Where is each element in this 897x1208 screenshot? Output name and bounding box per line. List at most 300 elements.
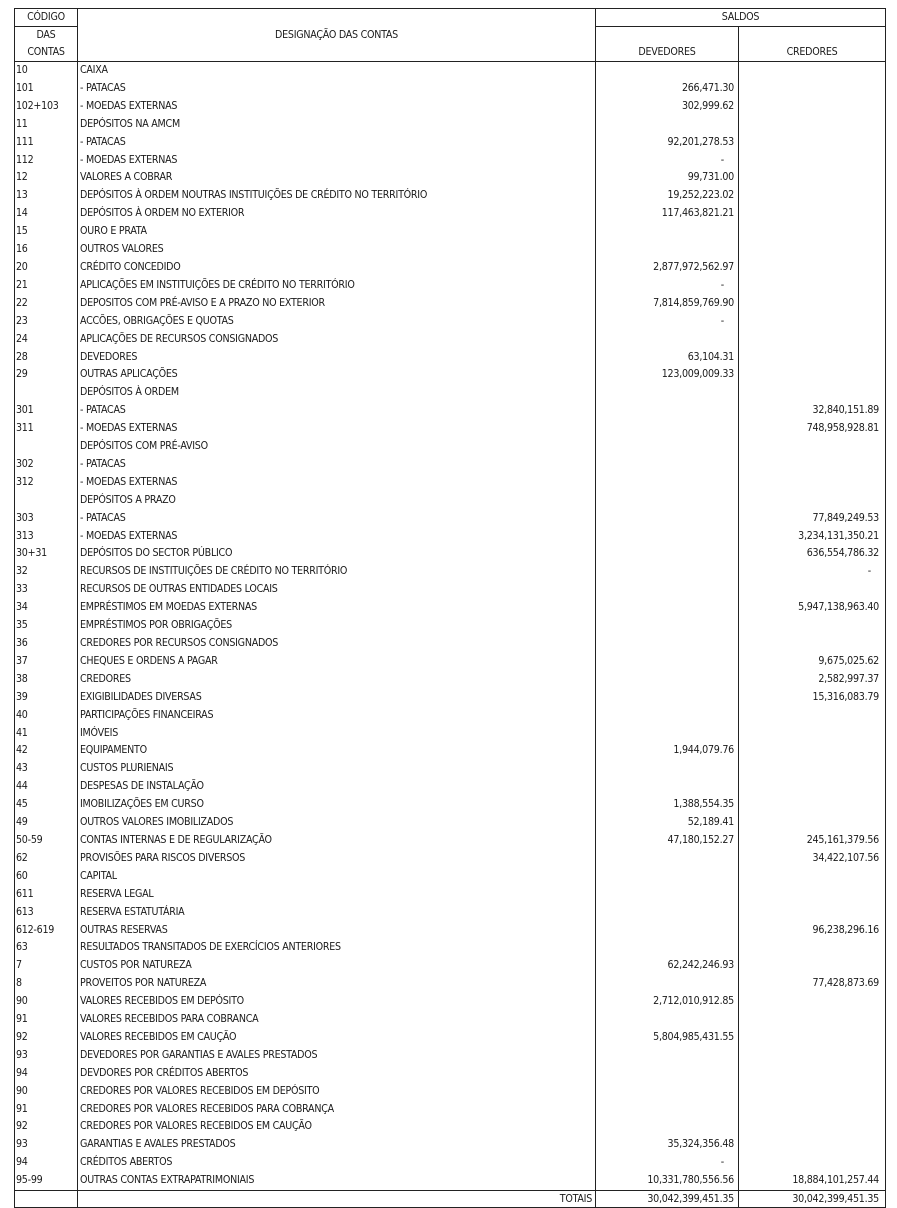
account-code: 94 [15,1065,78,1083]
table-row [15,742,886,760]
account-code: 29 [15,366,78,384]
credit-balance [739,707,886,725]
debit-balance [596,116,739,134]
account-code: 12 [15,169,78,187]
debit-balance: 2,712,010,912.85 [596,993,739,1011]
header-saldos: SALDOS [596,9,886,27]
account-code: 91 [15,1011,78,1029]
account-code: 92 [15,1029,78,1047]
account-designation: DEPOSITOS COM PRÉ-AVISO E A PRAZO NO EXTERIOR [78,295,596,313]
debit-balance: - [596,152,739,170]
table-row [15,384,886,402]
account-designation: CREDORES POR VALORES RECEBIDOS EM DEPÓSITO [78,1083,596,1101]
account-designation: RESULTADOS TRANSITADOS DE EXERCÍCIOS ANTERIORES [78,939,596,957]
account-code: 92 [15,1118,78,1136]
account-designation: OUTRAS APLICAÇÕES [78,366,596,384]
account-designation: CUSTOS PLURIENAIS [78,760,596,778]
debit-balance [596,402,739,420]
account-designation: RECURSOS DE INSTITUIÇÕES DE CRÉDITO NO TERRITÓRIO [78,563,596,581]
account-code: 32 [15,563,78,581]
table-row [15,886,886,904]
table-row [15,223,886,241]
credit-balance [739,742,886,760]
credit-balance [739,98,886,116]
debit-balance [596,975,739,993]
debit-balance: 5,804,985,431.55 [596,1029,739,1047]
account-designation: DEPÓSITOS A PRAZO [78,492,596,510]
account-code: 612-619 [15,922,78,940]
account-code: 38 [15,671,78,689]
debit-balance [596,850,739,868]
table-row [15,939,886,957]
account-designation: - MOEDAS EXTERNAS [78,152,596,170]
debit-balance: - [596,1154,739,1172]
table-row [15,653,886,671]
account-designation: CONTAS INTERNAS E DE REGULARIZAÇÃO [78,832,596,850]
debit-balance [596,223,739,241]
account-code: 313 [15,528,78,546]
account-designation: VALORES RECEBIDOS PARA COBRANCA [78,1011,596,1029]
debit-balance: 266,471.30 [596,80,739,98]
account-designation: DEPÓSITOS À ORDEM NOUTRAS INSTITUIÇÕES DE CRÉDITO NO TERRITÓRIO [78,187,596,205]
account-code: 60 [15,868,78,886]
account-code: 8 [15,975,78,993]
account-code: 102+103 [15,98,78,116]
header-code-line-3: CONTAS [15,44,78,62]
totals-credit: 30,042,399,451.35 [739,1191,886,1208]
account-designation: VALORES RECEBIDOS EM DEPÓSITO [78,993,596,1011]
debit-balance [596,599,739,617]
account-code: 13 [15,187,78,205]
table-row [15,366,886,384]
debit-balance: 117,463,821.21 [596,205,739,223]
account-designation: CREDORES [78,671,596,689]
debit-balance [596,689,739,707]
account-designation: IMOBILIZAÇÕES EM CURSO [78,796,596,814]
account-designation: CREDORES POR RECURSOS CONSIGNADOS [78,635,596,653]
credit-balance [739,62,886,80]
credit-balance [739,187,886,205]
table-row [15,1029,886,1047]
account-code: 36 [15,635,78,653]
table-row [15,259,886,277]
table-row [15,510,886,528]
account-designation: CHEQUES E ORDENS A PAGAR [78,653,596,671]
account-designation: - PATACAS [78,510,596,528]
account-code: 35 [15,617,78,635]
debit-balance: 92,201,278.53 [596,134,739,152]
table-row [15,98,886,116]
credit-balance [739,384,886,402]
credit-balance [739,349,886,367]
table-row [15,778,886,796]
account-designation: - MOEDAS EXTERNAS [78,474,596,492]
table-row [15,581,886,599]
account-code: 93 [15,1047,78,1065]
account-designation: IMÓVEIS [78,725,596,743]
account-code: 95-99 [15,1172,78,1190]
account-designation: RESERVA LEGAL [78,886,596,904]
account-designation: EQUIPAMENTO [78,742,596,760]
account-designation: DEPÓSITOS À ORDEM NO EXTERIOR [78,205,596,223]
account-code: 16 [15,241,78,259]
credit-balance [739,313,886,331]
account-designation: OUTRAS CONTAS EXTRAPATRIMONIAIS [78,1172,596,1190]
debit-balance [596,1101,739,1119]
debit-balance: 19,252,223.02 [596,187,739,205]
header-credores: CREDORES [739,27,886,62]
table-row [15,116,886,134]
table-row [15,904,886,922]
table-row [15,134,886,152]
table-header [15,9,886,62]
table-row [15,1065,886,1083]
debit-balance [596,1047,739,1065]
debit-balance: 1,388,554.35 [596,796,739,814]
credit-balance [739,80,886,98]
credit-balance [739,993,886,1011]
account-code: 33 [15,581,78,599]
account-designation: GARANTIAS E AVALES PRESTADOS [78,1136,596,1154]
table-row [15,814,886,832]
table-row [15,868,886,886]
account-designation: - PATACAS [78,402,596,420]
debit-balance [596,420,739,438]
debit-balance [596,241,739,259]
account-designation: OURO E PRATA [78,223,596,241]
account-designation: CREDORES POR VALORES RECEBIDOS EM CAUÇÃO [78,1118,596,1136]
account-designation: OUTROS VALORES [78,241,596,259]
debit-balance [596,707,739,725]
debit-balance [596,62,739,80]
table-row [15,152,886,170]
debit-balance [596,1118,739,1136]
credit-balance [739,152,886,170]
debit-balance [596,456,739,474]
account-designation: VALORES RECEBIDOS EM CAUÇÃO [78,1029,596,1047]
debit-balance [596,510,739,528]
table-row [15,313,886,331]
credit-balance [739,1154,886,1172]
credit-balance [739,492,886,510]
debit-balance [596,1011,739,1029]
account-designation: OUTROS VALORES IMOBILIZADOS [78,814,596,832]
account-designation: - PATACAS [78,134,596,152]
account-designation: EMPRÉSTIMOS EM MOEDAS EXTERNAS [78,599,596,617]
credit-balance [739,223,886,241]
account-designation: APLICAÇÕES EM INSTITUIÇÕES DE CRÉDITO NO TERRITÓRIO [78,277,596,295]
debit-balance [596,528,739,546]
balance-sheet-table [14,8,886,1208]
account-code: 24 [15,331,78,349]
table-row [15,832,886,850]
table-row [15,241,886,259]
debit-balance [596,778,739,796]
debit-balance: 2,877,972,562.97 [596,259,739,277]
account-code [15,492,78,510]
credit-balance [739,760,886,778]
credit-balance: 245,161,379.56 [739,832,886,850]
credit-balance [739,474,886,492]
credit-balance [739,1011,886,1029]
debit-balance [596,635,739,653]
debit-balance: 123,009,009.33 [596,366,739,384]
table-row [15,277,886,295]
credit-balance: 9,675,025.62 [739,653,886,671]
totals-label: TOTAIS [78,1191,596,1208]
account-code: 44 [15,778,78,796]
credit-balance [739,295,886,313]
account-code: 23 [15,313,78,331]
debit-balance: 1,944,079.76 [596,742,739,760]
credit-balance [739,635,886,653]
debit-balance: 47,180,152.27 [596,832,739,850]
account-designation: DEVEDORES [78,349,596,367]
credit-balance [739,725,886,743]
table-row [15,492,886,510]
account-designation: EMPRÉSTIMOS POR OBRIGAÇÕES [78,617,596,635]
credit-balance: 3,234,131,350.21 [739,528,886,546]
account-code: 7 [15,957,78,975]
header-code-line-1: CÓDIGO [15,9,78,27]
table-row [15,295,886,313]
table-row [15,1047,886,1065]
account-code: 39 [15,689,78,707]
debit-balance: 35,324,356.48 [596,1136,739,1154]
account-code: 37 [15,653,78,671]
debit-balance [596,563,739,581]
debit-balance: - [596,277,739,295]
totals-row [15,1191,886,1208]
table-row [15,1118,886,1136]
account-code: 11 [15,116,78,134]
table-row [15,1083,886,1101]
account-designation: ACCÕES, OBRIGAÇÕES E QUOTAS [78,313,596,331]
debit-balance [596,384,739,402]
debit-balance [596,438,739,456]
account-designation: APLICAÇÕES DE RECURSOS CONSIGNADOS [78,331,596,349]
credit-balance [739,259,886,277]
account-code: 28 [15,349,78,367]
account-code: 22 [15,295,78,313]
table-row [15,1172,886,1190]
table-row [15,599,886,617]
credit-balance: 2,582,997.37 [739,671,886,689]
credit-balance [739,778,886,796]
credit-balance: 77,428,873.69 [739,975,886,993]
account-designation: CUSTOS POR NATUREZA [78,957,596,975]
debit-balance [596,581,739,599]
debit-balance: 10,331,780,556.56 [596,1172,739,1190]
credit-balance [739,796,886,814]
debit-balance [596,922,739,940]
account-designation: DEPÓSITOS COM PRÉ-AVISO [78,438,596,456]
credit-balance [739,366,886,384]
table-row [15,420,886,438]
credit-balance [739,277,886,295]
debit-balance: - [596,313,739,331]
account-code: 43 [15,760,78,778]
account-code: 303 [15,510,78,528]
table-row [15,922,886,940]
credit-balance: 18,884,101,257.44 [739,1172,886,1190]
account-designation: - MOEDAS EXTERNAS [78,420,596,438]
credit-balance [739,241,886,259]
header-designation: DESIGNAÇÃO DAS CONTAS [78,9,596,62]
account-designation: CAPITAL [78,868,596,886]
table-row [15,349,886,367]
debit-balance: 7,814,859,769.90 [596,295,739,313]
table-row [15,850,886,868]
account-code: 40 [15,707,78,725]
account-designation: - PATACAS [78,456,596,474]
table-row [15,993,886,1011]
credit-balance: 748,958,928.81 [739,420,886,438]
credit-balance [739,814,886,832]
account-designation: PROVISÕES PARA RISCOS DIVERSOS [78,850,596,868]
debit-balance [596,545,739,563]
table-row [15,331,886,349]
table-row [15,1101,886,1119]
account-code: 15 [15,223,78,241]
debit-balance: 62,242,246.93 [596,957,739,975]
account-designation: RECURSOS DE OUTRAS ENTIDADES LOCAIS [78,581,596,599]
table-row [15,1136,886,1154]
table-row [15,563,886,581]
credit-balance [739,617,886,635]
debit-balance: 99,731.00 [596,169,739,187]
debit-balance [596,760,739,778]
credit-balance: 34,422,107.56 [739,850,886,868]
account-designation: CREDORES POR VALORES RECEBIDOS PARA COBRANÇA [78,1101,596,1119]
credit-balance [739,456,886,474]
debit-balance [596,617,739,635]
debit-balance: 52,189.41 [596,814,739,832]
debit-balance [596,886,739,904]
account-code: 10 [15,62,78,80]
table-row [15,80,886,98]
account-code: 20 [15,259,78,277]
account-code: 101 [15,80,78,98]
table-row [15,187,886,205]
account-code: 90 [15,1083,78,1101]
credit-balance: 96,238,296.16 [739,922,886,940]
credit-balance [739,1118,886,1136]
account-code: 311 [15,420,78,438]
account-code: 21 [15,277,78,295]
credit-balance [739,1029,886,1047]
table-row [15,205,886,223]
credit-balance [739,205,886,223]
table-row [15,707,886,725]
debit-balance [596,868,739,886]
credit-balance [739,1047,886,1065]
table-body [15,62,886,1191]
credit-balance [739,331,886,349]
account-designation: CRÉDITO CONCEDIDO [78,259,596,277]
account-code: 62 [15,850,78,868]
account-designation: CRÉDITOS ABERTOS [78,1154,596,1172]
account-designation: DEPÓSITOS À ORDEM [78,384,596,402]
credit-balance: 32,840,151.89 [739,402,886,420]
account-designation: VALORES A COBRAR [78,169,596,187]
account-code: 613 [15,904,78,922]
table-row [15,635,886,653]
credit-balance: 77,849,249.53 [739,510,886,528]
debit-balance [596,904,739,922]
table-row [15,1154,886,1172]
debit-balance [596,725,739,743]
account-code: 90 [15,993,78,1011]
account-code: 302 [15,456,78,474]
credit-balance [739,1136,886,1154]
totals-empty-code [15,1191,78,1208]
table-row [15,169,886,187]
account-designation: DEVEDORES POR GARANTIAS E AVALES PRESTADOS [78,1047,596,1065]
account-designation: RESERVA ESTATUTÁRIA [78,904,596,922]
credit-balance [739,1101,886,1119]
table-row [15,1011,886,1029]
account-code: 45 [15,796,78,814]
account-code: 63 [15,939,78,957]
debit-balance [596,1065,739,1083]
account-code: 301 [15,402,78,420]
table-row [15,402,886,420]
table-row [15,725,886,743]
table-row [15,545,886,563]
account-code: 49 [15,814,78,832]
credit-balance [739,116,886,134]
debit-balance [596,653,739,671]
credit-balance [739,957,886,975]
account-code: 111 [15,134,78,152]
header-code-line-2: DAS [15,27,78,45]
account-code [15,438,78,456]
account-designation: DEPÓSITOS DO SECTOR PÚBLICO [78,545,596,563]
account-designation: DEVDORES POR CRÉDITOS ABERTOS [78,1065,596,1083]
account-code: 93 [15,1136,78,1154]
account-designation: EXIGIBILIDADES DIVERSAS [78,689,596,707]
credit-balance: 636,554,786.32 [739,545,886,563]
table-row [15,528,886,546]
table-row [15,62,886,80]
table-row [15,975,886,993]
debit-balance [596,671,739,689]
table-row [15,796,886,814]
credit-balance [739,1083,886,1101]
account-designation: DEPÓSITOS NA AMCM [78,116,596,134]
credit-balance [739,169,886,187]
credit-balance: 5,947,138,963.40 [739,599,886,617]
debit-balance [596,474,739,492]
debit-balance: 63,104.31 [596,349,739,367]
account-code: 41 [15,725,78,743]
account-code: 94 [15,1154,78,1172]
header-devedores: DEVEDORES [596,27,739,62]
account-designation: DESPESAS DE INSTALAÇÃO [78,778,596,796]
credit-balance: - [739,563,886,581]
debit-balance [596,1083,739,1101]
table-row [15,617,886,635]
debit-balance [596,331,739,349]
account-designation: PARTICIPAÇÕES FINANCEIRAS [78,707,596,725]
account-designation: - PATACAS [78,80,596,98]
credit-balance [739,1065,886,1083]
account-designation: - MOEDAS EXTERNAS [78,98,596,116]
debit-balance: 302,999.62 [596,98,739,116]
table-row [15,438,886,456]
account-designation: CAIXA [78,62,596,80]
